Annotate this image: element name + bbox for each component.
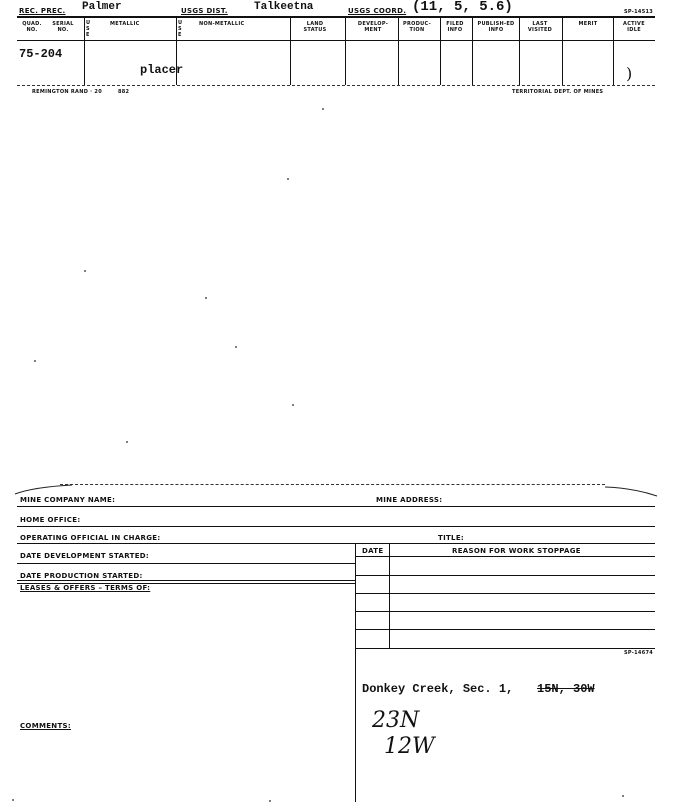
col-metallic: METALLIC [110, 21, 140, 27]
col-active-idle: ACTIVE IDLE [623, 21, 645, 33]
comments-label: COMMENTS: [20, 722, 71, 730]
col-use-1: U S E [86, 20, 91, 38]
rec-prec-label: REC. PREC. [19, 7, 66, 15]
date-production-label: DATE PRODUCTION STARTED: [20, 572, 143, 580]
table-left-border [355, 543, 356, 802]
col-merit: MERIT [578, 21, 598, 27]
title-label: TITLE: [438, 534, 464, 542]
top-form-number: SP-14513 [624, 9, 654, 15]
operating-official-label: OPERATING OFFICIAL IN CHARGE: [20, 534, 161, 542]
imprint-code: 882 [118, 89, 130, 95]
handwritten-township: 23N [372, 708, 420, 733]
active-mark: ) [626, 64, 633, 83]
col-serial-no: SERIAL NO. [52, 21, 74, 33]
home-office-label: HOME OFFICE: [20, 516, 81, 524]
col-filed-info: FILED INFO [446, 21, 464, 33]
quad-serial-value: 75-204 [19, 47, 63, 61]
card-corner-right [603, 484, 659, 498]
col-non-metallic: NON-METALLIC [199, 21, 245, 27]
reason-col-header: REASON FOR WORK STOPPAGE [452, 547, 581, 555]
col-land-status: LAND STATUS [303, 21, 327, 33]
col-last-visited: LAST VISITED [527, 21, 553, 33]
usgs-dist-value: Talkeetna [254, 1, 314, 13]
territorial-dept: TERRITORIAL DEPT. OF MINES [512, 89, 604, 95]
location-typed: Donkey Creek, Sec. 1, [362, 682, 514, 696]
card-top-edge [60, 484, 605, 485]
usgs-coord-value: (11, 5, 5.6) [412, 0, 513, 15]
col-published-info: PUBLISH-ED INFO [477, 21, 515, 33]
usgs-dist-label: USGS DIST. [181, 7, 228, 15]
usgs-coord-label: USGS COORD. [348, 7, 407, 15]
metallic-value: placer [140, 63, 184, 77]
date-col-header: DATE [362, 547, 384, 555]
bottom-form-number: SP-14674 [624, 650, 654, 656]
card-corner-left [14, 483, 74, 495]
mine-company-name-label: MINE COMPANY NAME: [20, 496, 116, 504]
location-struck: 15N, 30W [537, 682, 595, 696]
column-header-rule [17, 40, 655, 41]
col-development: DEVELOP-MENT [357, 21, 389, 33]
mine-address-label: MINE ADDRESS: [376, 496, 443, 504]
date-development-label: DATE DEVELOPMENT STARTED: [20, 552, 150, 560]
handwritten-range: 12W [384, 734, 435, 759]
leases-label: LEASES & OFFERS – TERMS OF: [20, 584, 151, 592]
header-rule [17, 16, 655, 18]
rec-prec-value: Palmer [82, 1, 122, 13]
remington-imprint: REMINGTON RAND · 20 [32, 89, 102, 95]
col-use-2: U S E [178, 20, 183, 38]
col-production: PRODUC-TION [403, 21, 431, 33]
col-quad-no: QUAD. NO. [22, 21, 42, 33]
row-bottom-rule [17, 85, 655, 86]
